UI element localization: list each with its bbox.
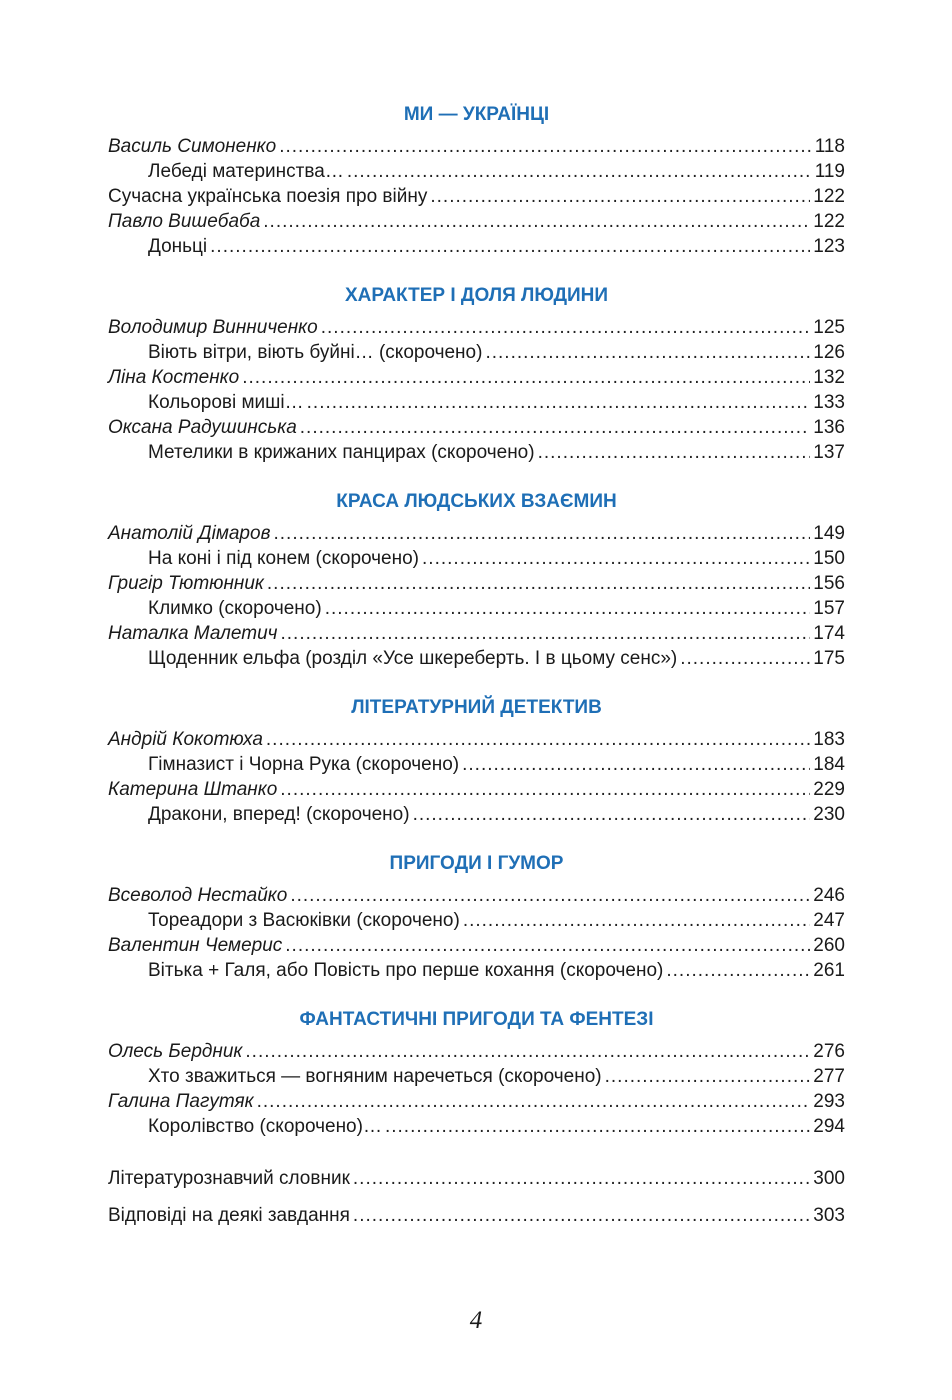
toc-entry-author [108, 1089, 845, 1114]
dot-leader [266, 727, 810, 752]
toc-entry-title: Всеволод Нестайко [108, 885, 288, 906]
toc-entry-title: Василь Симоненко [108, 136, 277, 157]
toc-entry-work [108, 802, 845, 827]
toc-section [108, 1005, 845, 1139]
toc-entry-author [108, 621, 845, 646]
toc-entry-page: 126 [813, 342, 845, 363]
dot-leader [353, 1166, 810, 1191]
toc-entry-title: Метелики в крижаних панцирах (скорочено) [148, 442, 535, 463]
toc-entry-title: Григір Тютюнник [108, 573, 264, 594]
toc-entry-work [108, 752, 845, 777]
toc-entry-page: 175 [813, 648, 845, 669]
section-title: ЛІТЕРАТУРНИЙ ДЕТЕКТИВ [351, 697, 602, 718]
toc-entry-page: 125 [813, 317, 845, 338]
toc-entry-author [108, 571, 845, 596]
dot-leader [245, 1039, 810, 1064]
toc-entry-page: 132 [813, 367, 845, 388]
toc-entry-title: На коні і під конем (скорочено) [148, 548, 420, 569]
toc-entry-title: Андрій Кокотюха [108, 729, 263, 750]
toc-entry-page: 157 [813, 598, 845, 619]
toc-entry-page: 133 [813, 392, 845, 413]
toc-section [108, 100, 845, 259]
dot-leader [430, 184, 810, 209]
toc-entry-work [108, 596, 845, 621]
toc-entry-page: 294 [813, 1116, 845, 1137]
toc-entry-title: Кольорові миші… [148, 392, 304, 413]
section-title: МИ — УКРАЇНЦІ [403, 104, 550, 125]
toc-entry-author [108, 883, 845, 908]
toc-entry-work [108, 340, 845, 365]
dot-leader [280, 777, 810, 802]
toc-entry-title: Климко (скорочено) [148, 598, 322, 619]
toc-entry-topic [108, 184, 845, 209]
dot-leader [605, 1064, 811, 1089]
dot-leader [300, 415, 811, 440]
toc-entry-title: Дракони, вперед! (скорочено) [148, 804, 410, 825]
toc-entry-page: 136 [813, 417, 845, 438]
dot-leader [422, 546, 810, 571]
toc-entry-page: 183 [813, 729, 845, 750]
toc-entry-title: Хто зважиться — вогняним наречеться (скорочено) [148, 1066, 602, 1087]
toc-entry-topic [108, 1166, 845, 1191]
toc-extras [108, 1166, 845, 1228]
toc-entry-work [108, 958, 845, 983]
dot-leader [280, 621, 810, 646]
toc-entry-page: 174 [813, 623, 845, 644]
toc-entry-work [108, 1114, 845, 1139]
toc-entry-author [108, 315, 845, 340]
toc-entry-title: Лебеді материнства… [148, 161, 344, 182]
section-title: ФАНТАСТИЧНІ ПРИГОДИ ТА ФЕНТЕЗІ [299, 1009, 654, 1030]
toc-entry-title: Вітька + Галя, або Повість про перше кохання (скорочено) [148, 960, 664, 981]
toc-entry-page: 247 [813, 910, 845, 931]
toc-entry-author [108, 415, 845, 440]
dot-leader [462, 752, 810, 777]
toc-entry-author [108, 521, 845, 546]
dot-leader [538, 440, 811, 465]
dot-leader [413, 802, 811, 827]
toc-entry-title: Павло Вишебаба [108, 211, 261, 232]
toc-entry-page: 230 [813, 804, 845, 825]
toc-entry-page: 123 [813, 236, 845, 257]
section-title: ХАРАКТЕР І ДОЛЯ ЛЮДИНИ [344, 285, 609, 306]
toc-entry-title: Сучасна українська поезія про війну [108, 186, 428, 207]
toc-entry-title: Оксана Радушинська [108, 417, 297, 438]
dot-leader [210, 234, 810, 259]
toc-sections [108, 100, 845, 1139]
dot-leader [321, 315, 811, 340]
dot-leader [257, 1089, 811, 1114]
dot-leader [463, 908, 810, 933]
toc-entry-page: 277 [813, 1066, 845, 1087]
toc-entry-title: Галина Пагутяк [108, 1091, 254, 1112]
toc-entry-work [108, 234, 845, 259]
toc-entry-author [108, 209, 845, 234]
toc-section [108, 693, 845, 827]
section-title: ПРИГОДИ І ГУМОР [389, 853, 564, 874]
toc-entry-title: Доньці [148, 236, 208, 257]
dot-leader [325, 596, 811, 621]
toc-entry-work [108, 1064, 845, 1089]
toc-section [108, 849, 845, 983]
toc-entry-page: 149 [813, 523, 845, 544]
toc-entry-topic [108, 1203, 845, 1228]
toc-entry-author [108, 777, 845, 802]
section-title: КРАСА ЛЮДСЬКИХ ВЗАЄМИН [336, 491, 617, 512]
dot-leader [267, 571, 810, 596]
toc-entry-work [108, 646, 845, 671]
dot-leader [485, 340, 810, 365]
toc-entry-page: 137 [813, 442, 845, 463]
dot-leader [285, 933, 810, 958]
dot-leader [307, 390, 811, 415]
toc-entry-work [108, 440, 845, 465]
dot-leader [680, 646, 810, 671]
toc-entry-page: 300 [813, 1168, 845, 1189]
toc-entry-page: 276 [813, 1041, 845, 1062]
dot-leader [290, 883, 810, 908]
toc-entry-title: Володимир Винниченко [108, 317, 318, 338]
toc-entry-title: Літературознавчий словник [108, 1168, 350, 1189]
toc-entry-page: 293 [813, 1091, 845, 1112]
dot-leader [666, 958, 810, 983]
toc-entry-title: Гімназист і Чорна Рука (скорочено) [148, 754, 460, 775]
toc-entry-page: 246 [813, 885, 845, 906]
toc-entry-page: 150 [813, 548, 845, 569]
toc-entry-title: Тореадори з Васюківки (скорочено) [148, 910, 460, 931]
toc-section [108, 487, 845, 671]
toc-entry-page: 119 [814, 161, 845, 182]
toc-entry-title: Олесь Бердник [108, 1041, 243, 1062]
dot-leader [347, 159, 812, 184]
toc-entry-title: Віють вітри, віють буйні… (скорочено) [148, 342, 483, 363]
toc-entry-work [108, 159, 845, 184]
dot-leader [279, 134, 812, 159]
toc-entry-title: Ліна Костенко [108, 367, 240, 388]
toc-entry-author [108, 365, 845, 390]
toc-entry-author [108, 727, 845, 752]
dot-leader [273, 521, 810, 546]
toc-entry-page: 122 [813, 211, 845, 232]
toc-entry-page: 261 [813, 960, 845, 981]
toc-entry-page: 118 [814, 136, 845, 157]
toc-entry-title: Щоденник ельфа (розділ «Усе шкереберть. І в цьому сенс») [148, 648, 678, 669]
toc-entry-work [108, 908, 845, 933]
toc-entry-author [108, 1039, 845, 1064]
dot-leader [353, 1203, 810, 1228]
toc-entry-page: 303 [813, 1205, 845, 1226]
dot-leader [263, 209, 810, 234]
toc-entry-work [108, 390, 845, 415]
page-number: 4 [469, 1307, 483, 1334]
toc-entry-page: 156 [813, 573, 845, 594]
toc-entry-title: Валентин Чемерис [108, 935, 283, 956]
toc-entry-author [108, 933, 845, 958]
toc-entry-author [108, 134, 845, 159]
table-of-contents [108, 100, 845, 1228]
toc-entry-page: 229 [813, 779, 845, 800]
toc-entry-title: Катерина Штанко [108, 779, 278, 800]
toc-entry-page: 260 [813, 935, 845, 956]
toc-entry-title: Відповіді на деякі завдання [108, 1205, 350, 1226]
toc-entry-page: 184 [813, 754, 845, 775]
toc-section [108, 281, 845, 465]
dot-leader [385, 1114, 810, 1139]
dot-leader [242, 365, 810, 390]
toc-entry-title: Наталка Малетич [108, 623, 278, 644]
toc-entry-title: Королівство (скорочено)… [148, 1116, 382, 1137]
toc-entry-page: 122 [813, 186, 845, 207]
toc-entry-title: Анатолій Дімаров [108, 523, 271, 544]
toc-entry-work [108, 546, 845, 571]
